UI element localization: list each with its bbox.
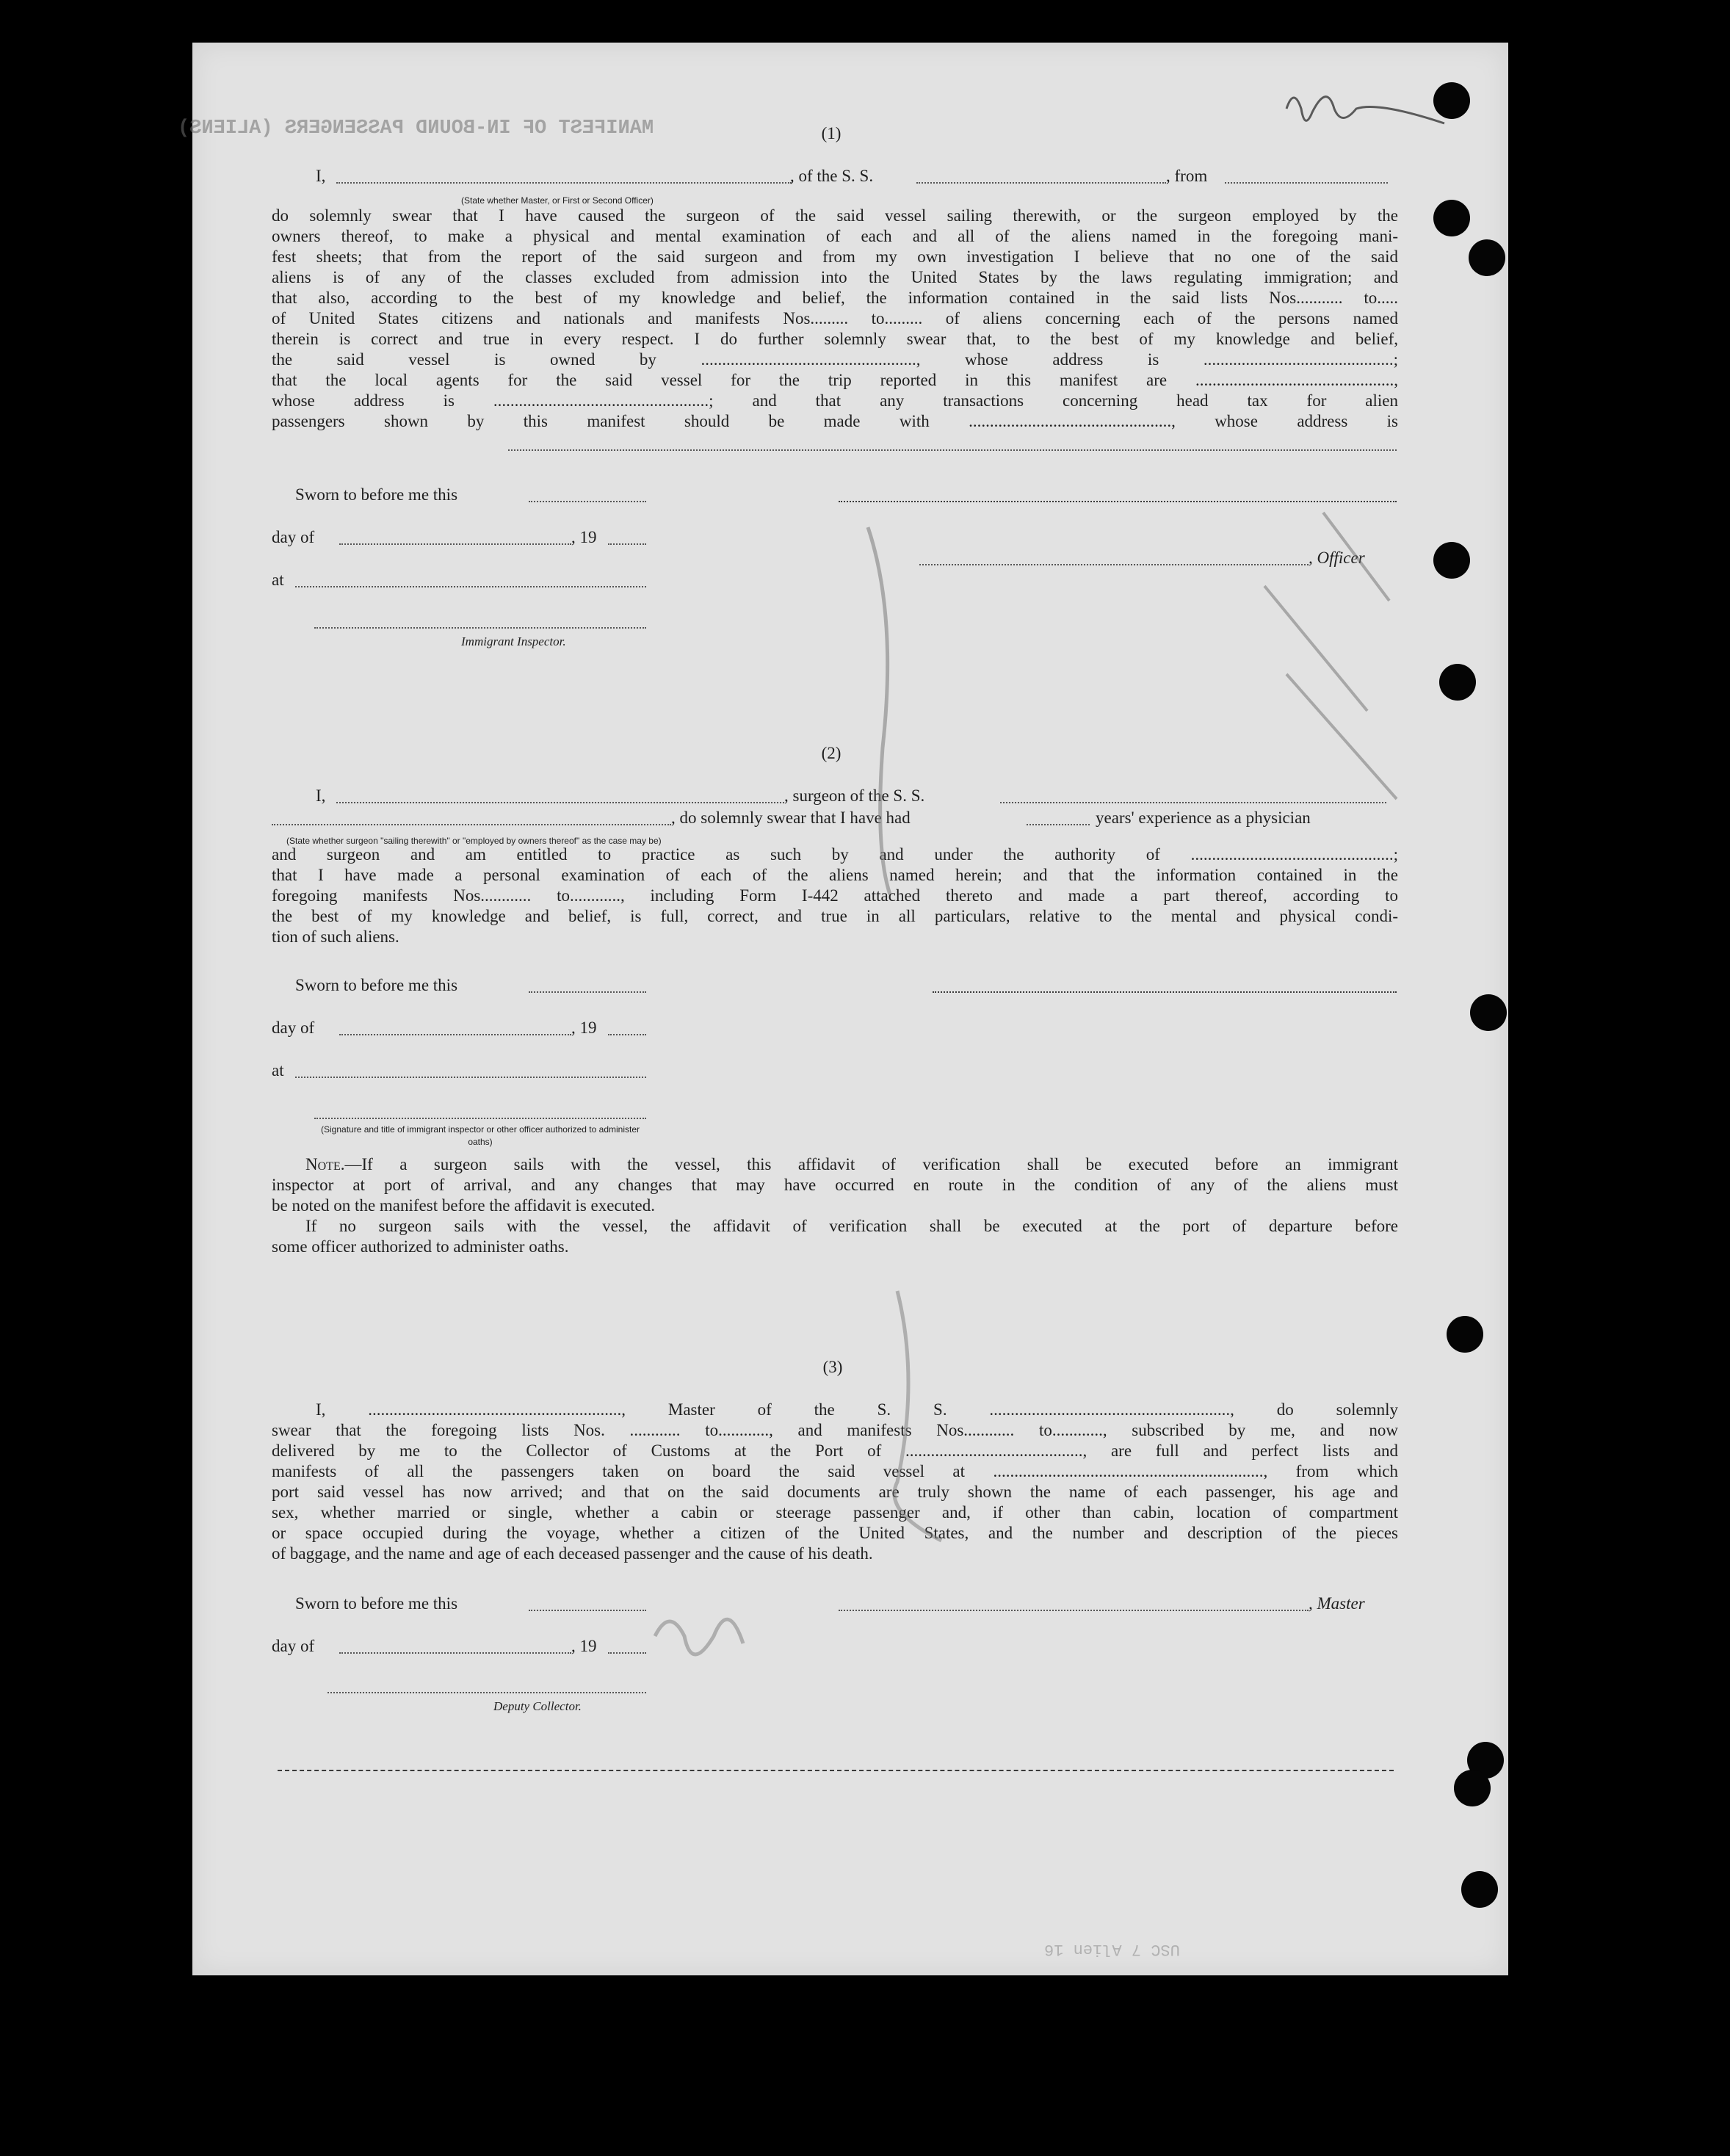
pencil-slash-1	[1264, 586, 1367, 711]
binder-hole	[1447, 1316, 1483, 1353]
s2-note: Note.—If a surgeon sails with the vessel, this affidavit of verification shall be executed before an immigrant inspector at port of arrival, and any changes that may have occurred en route in the condition of any of the aliens must be noted on the manifest before the affidavit is executed. If no surgeon sails with the vessel, the affidavit of verification shall be executed at the port of departure before some officer authorized to administer oaths.	[272, 1155, 1398, 1256]
manifest-page	[178, 43, 1508, 1975]
pencil-check-1	[868, 527, 890, 894]
s1-year: , 19	[571, 528, 597, 546]
s3-year: , 19	[571, 1637, 597, 1655]
s2-signature-hint: (Signature and title of immigrant inspector or other officer authorized to administer oaths)	[321, 1124, 640, 1147]
s3-master-label: , Master	[1309, 1594, 1365, 1613]
s2-year: , 19	[571, 1019, 597, 1037]
s2-day-of: day of	[272, 1019, 315, 1037]
section-2-number: (2)	[821, 744, 842, 762]
s3-deputy-label: Deputy Collector.	[493, 1699, 582, 1713]
s1-line-from: , from	[1166, 167, 1208, 185]
pencil-marks	[192, 43, 1508, 1975]
pencil-scribble-bottom	[655, 1619, 743, 1654]
s1-sworn: Sworn to before me this	[295, 485, 458, 504]
section-1-number: (1)	[821, 124, 842, 142]
s1-at: at	[272, 571, 284, 589]
s1-line-i: I,	[316, 167, 326, 185]
s1-officer-hint: (State whether Master, or First or Second Officer)	[461, 195, 654, 206]
bleed-through-footer: USC 7 Alien 16	[1044, 1940, 1180, 1958]
s2-at: at	[272, 1061, 284, 1079]
s3-sworn: Sworn to before me this	[295, 1594, 458, 1613]
binder-hole	[1461, 1871, 1498, 1908]
binder-hole	[1469, 239, 1505, 276]
binder-hole	[1439, 664, 1476, 701]
s1-oath-paragraph: do solemnly swear that I have caused the surgeon of the said vessel sailing therewith, or the surgeon employed by the owners thereof, to make a physical and mental examination of each and all of the aliens named in the foregoing mani- fest sheets; that from the report of the said surgeon and from my own investigation I believe that no one of the said aliens is of any of the classes excluded from admission into the United States by the laws regulating immigration; and that also, according to the best of my knowledge and belief, the information contained in the said lists Nos........... to..... of United States citizens and nationals and manifests Nos......... to......... of aliens concerning each of the persons named therein is correct and true in every respect. I do further solemnly swear that, to the best of my knowledge and belief, the said vessel is owned by ..................................................., whose address is .............................................; that the local agents for the said vessel for the trip reported in this manifest are ..............................................., whose address is ...................................................; and that any transactions concerning head tax for alien passengers shown by this manifest should be made with ................................................, whose address is	[272, 206, 1398, 430]
binder-hole	[1454, 1770, 1491, 1806]
section-3-number: (3)	[822, 1358, 843, 1376]
s2-line-i: I,	[316, 786, 326, 805]
s2-sworn: Sworn to before me this	[295, 976, 458, 994]
s2-line-years: years' experience as a physician	[1096, 808, 1311, 827]
s1-officer-label: , Officer	[1309, 549, 1365, 567]
binder-hole	[1433, 542, 1470, 579]
binder-hole	[1470, 994, 1507, 1031]
s2-line-surgeon: , surgeon of the S. S.	[784, 786, 925, 805]
pencil-check-2	[894, 1291, 941, 1541]
s1-day-of: day of	[272, 528, 315, 546]
s2-line-swear: , do solemnly swear that I have had	[671, 808, 911, 827]
pencil-slash-2	[1286, 674, 1397, 799]
binder-hole	[1433, 200, 1470, 236]
s1-line-of-ss: , of the S. S.	[790, 167, 874, 185]
bleed-through-header: MANIFEST OF IN-BOUND PASSENGERS (ALIENS)	[178, 117, 654, 140]
s3-day-of: day of	[272, 1637, 315, 1655]
binder-hole	[1433, 82, 1470, 119]
s2-surgeon-hint: (State whether surgeon "sailing therewith" or "employed by owners thereof" as the case may be)	[286, 836, 662, 846]
s3-oath-paragraph: I, ............................................................, Master of the S. S. ........................................................., do solemnly swear that the foregoing lists Nos. ............ to............, and manifests Nos............ to............, subscribed by me, and now delivered by me to the Collector of Customs at the Port of .........................................., are full and perfect lists and manifests of all the passengers taken on board the said vessel at ................................................................, from which port said vessel has now arrived; and that on the said documents are truly shown the name of each passenger, his age and sex, whether married or single, whether a cabin or steerage passenger and, if other than cabin, location of compartment or space occupied during the voyage, whether a citizen of the United States, and the number and description of the pieces of baggage, and the name and age of each deceased passenger and the cause of his death.	[272, 1400, 1398, 1563]
pencil-slash-3	[1323, 513, 1389, 601]
s2-oath-paragraph: and surgeon and am entitled to practice as such by and under the authority of ................................................; that I have made a personal examination of each of the aliens named herein; and that the information contained in the foregoing manifests Nos............ to............, including Form I-442 attached thereto and made a part thereof, according to the best of my knowledge and belief, is full, correct, and true in all particulars, relative to the mental and physical condi- tion of such aliens.	[272, 845, 1398, 946]
s1-inspector-label: Immigrant Inspector.	[461, 634, 566, 648]
handwritten-initial-top	[1286, 97, 1444, 123]
